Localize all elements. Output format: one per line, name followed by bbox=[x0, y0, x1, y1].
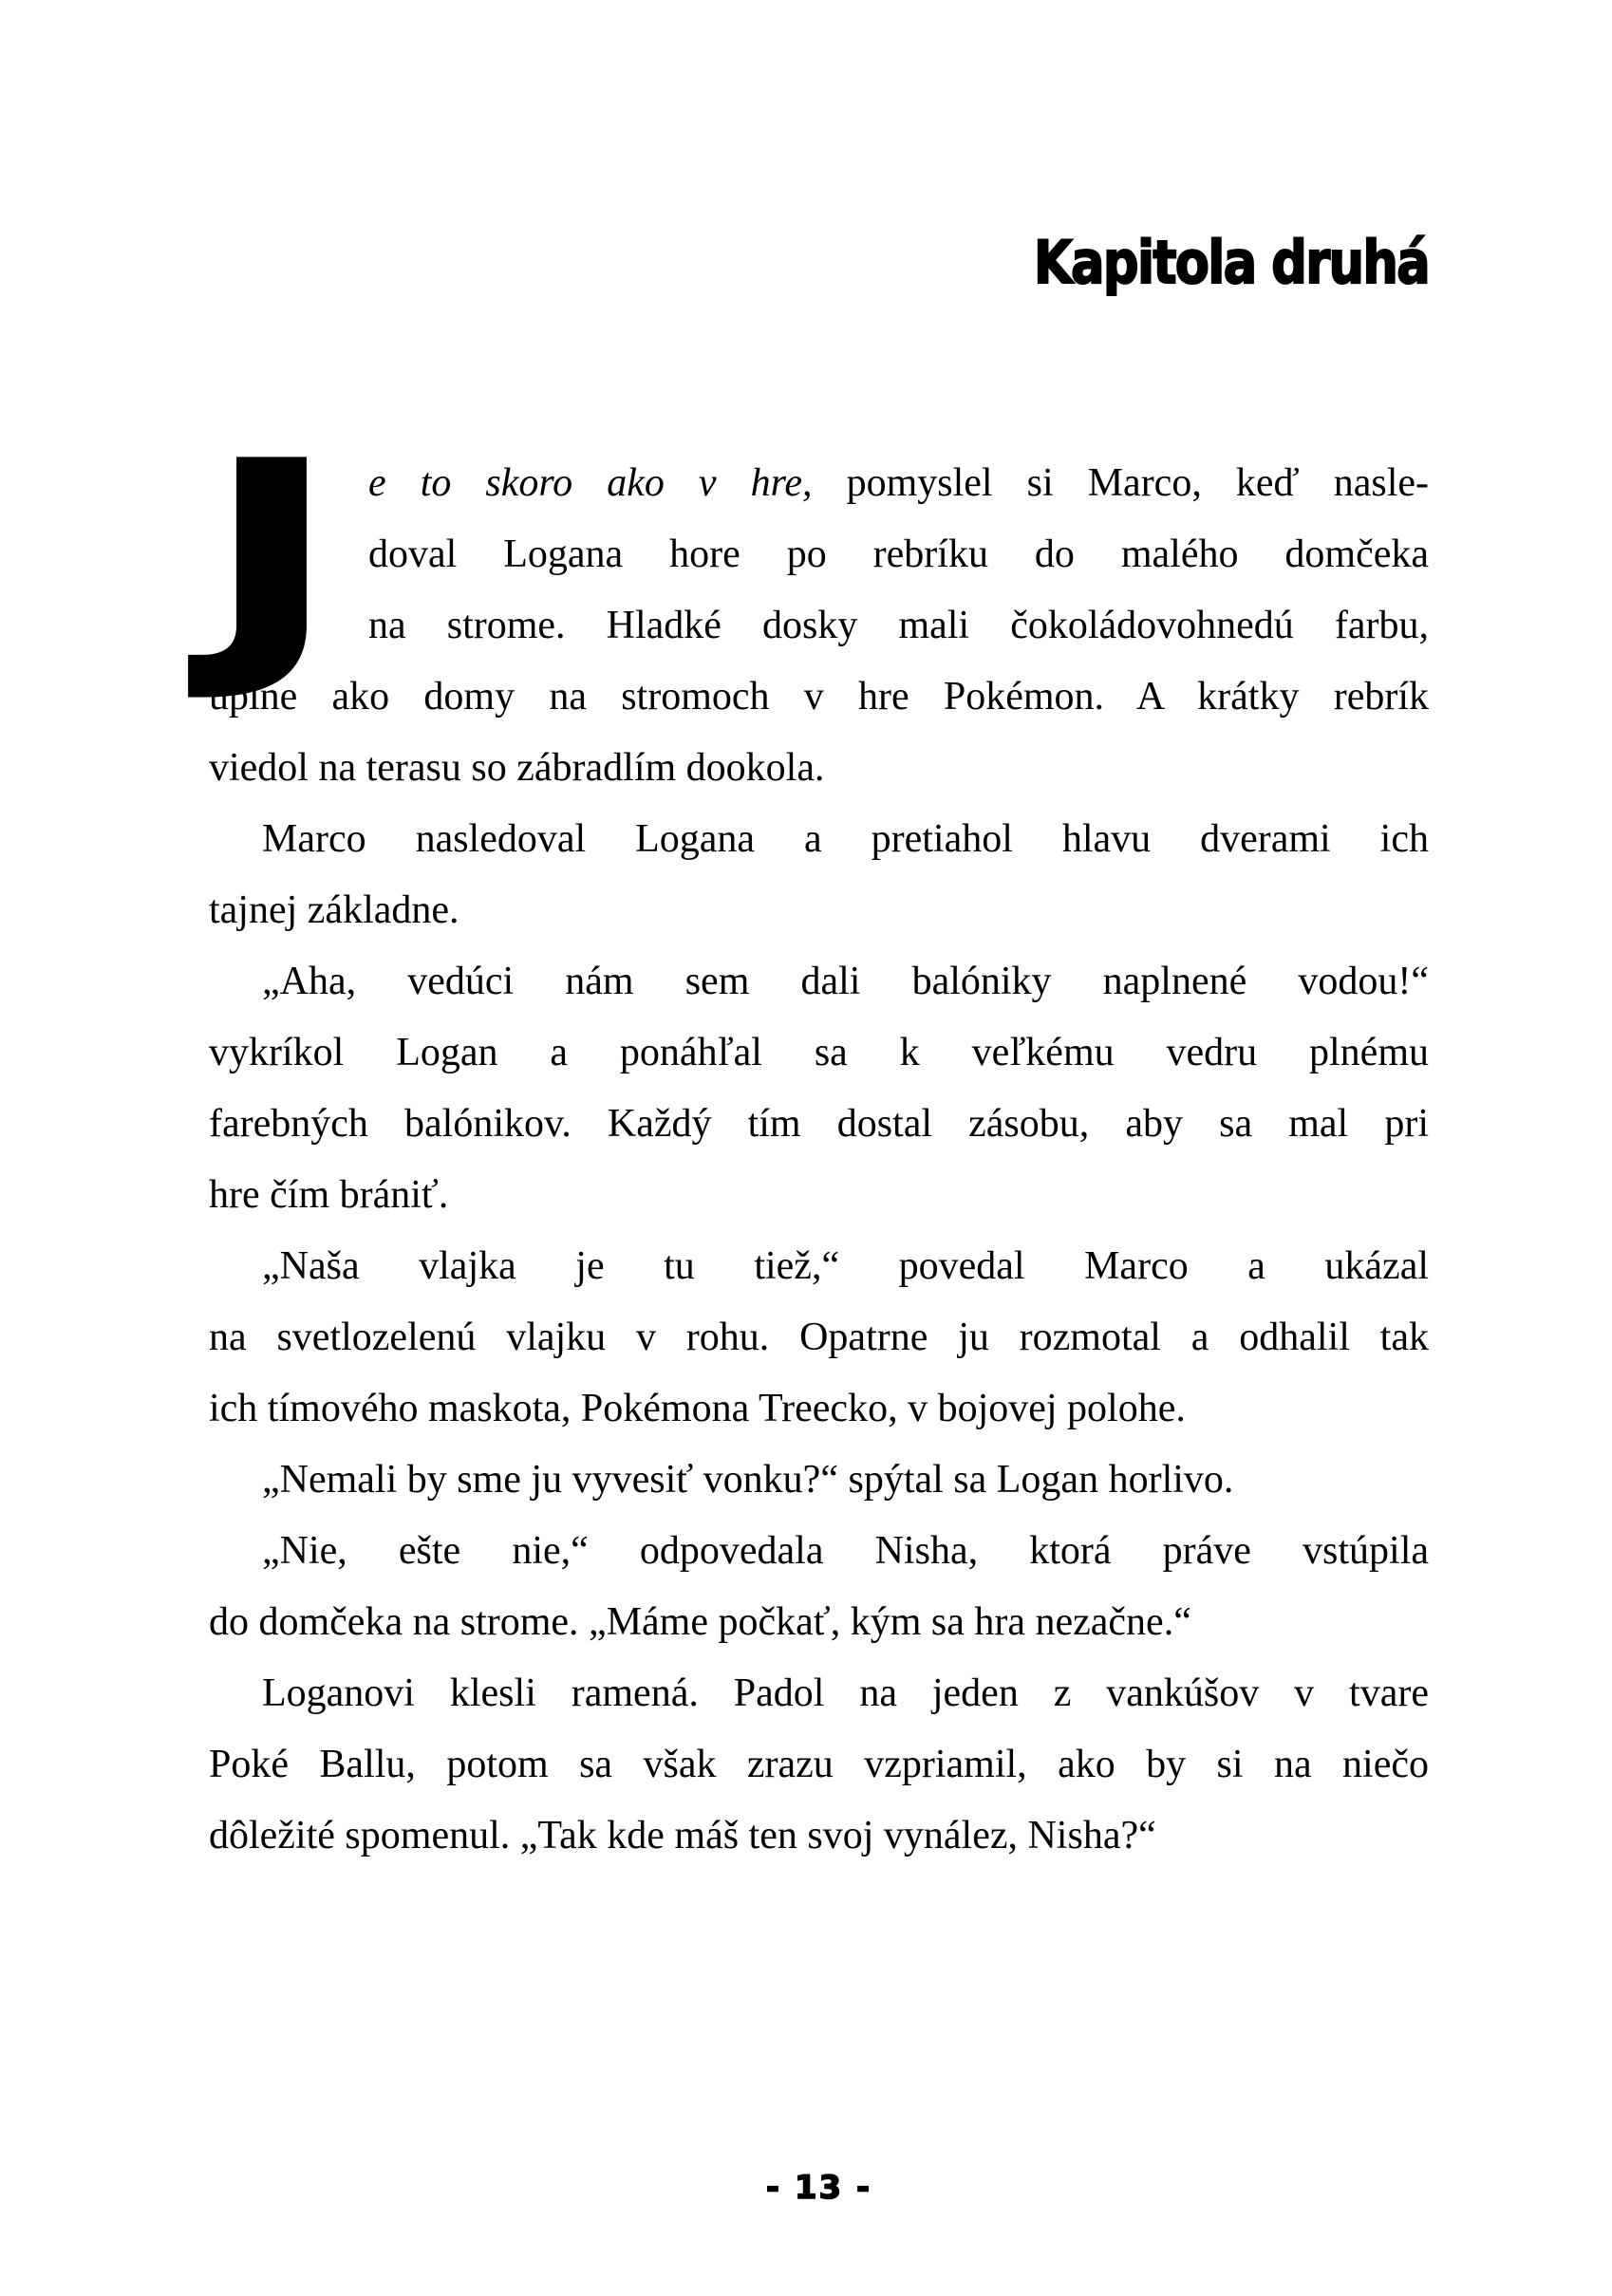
text-line: „Nie, ešte nie,“ odpovedala Nisha, ktorá práve vstúpila bbox=[262, 1529, 1429, 1573]
text-line: „Naša vlajka je tu tiež,“ povedal Marco a ukázal bbox=[262, 1244, 1429, 1288]
text-line: na strome. Hladké dosky mali čokoládovohnedú farbu, bbox=[368, 604, 1429, 647]
text-line: Loganovi klesli ramená. Padol na jeden z vankúšov v tvare bbox=[262, 1671, 1429, 1715]
text-line: Marco nasledoval Logana a pretiahol hlavu dverami ich bbox=[262, 817, 1429, 861]
text-line: ich tímového maskota, Pokémona Treecko, v bojovej polohe. bbox=[209, 1387, 1186, 1430]
text-line: do domčeka na strome. „Máme počkať, kým sa hra nezačne.“ bbox=[209, 1600, 1191, 1644]
text-line: doval Logana hore po rebríku do malého domčeka bbox=[368, 532, 1429, 576]
text-line: tajnej základne. bbox=[209, 888, 459, 932]
chapter-heading: Kapitola druhá bbox=[1033, 228, 1429, 297]
body-text bbox=[209, 411, 1429, 1872]
text-line: dôležité spomenul. „Tak kde máš ten svoj vynález, Nisha?“ bbox=[209, 1814, 1156, 1857]
first-line-italic: e to skoro ako v hre, bbox=[368, 461, 813, 505]
text-line: farebných balónikov. Každý tím dostal zásobu, aby sa mal pri bbox=[209, 1102, 1429, 1146]
text-line: vykríkol Logan a ponáhľal sa k veľkému vedru plnému bbox=[209, 1031, 1429, 1074]
text-line: viedol na terasu so zábradlím dookola. bbox=[209, 746, 825, 790]
text-line bbox=[209, 448, 1429, 519]
first-line-rest: pomyslel si Marco, keď nasle- bbox=[812, 461, 1429, 505]
text-line: „Nemali by sme ju vyvesiť vonku?“ spýtal sa Logan horlivo. bbox=[262, 1458, 1234, 1502]
text-line: úplne ako domy na stromoch v hre Pokémon. A krátky rebrík bbox=[209, 675, 1429, 719]
text-line: Poké Ballu, potom sa však zrazu vzpriamil, ako by si na niečo bbox=[209, 1743, 1429, 1786]
text-line: na svetlozelenú vlajku v rohu. Opatrne ju rozmotal a odhalil tak bbox=[209, 1316, 1429, 1359]
page-number: - 13 - bbox=[765, 2169, 872, 2207]
text-line: „Aha, vedúci nám sem dali balóniky naplnené vodou!“ bbox=[262, 960, 1429, 1003]
drop-cap-letter: J bbox=[211, 411, 333, 703]
text-line: hre čím brániť. bbox=[209, 1173, 449, 1217]
